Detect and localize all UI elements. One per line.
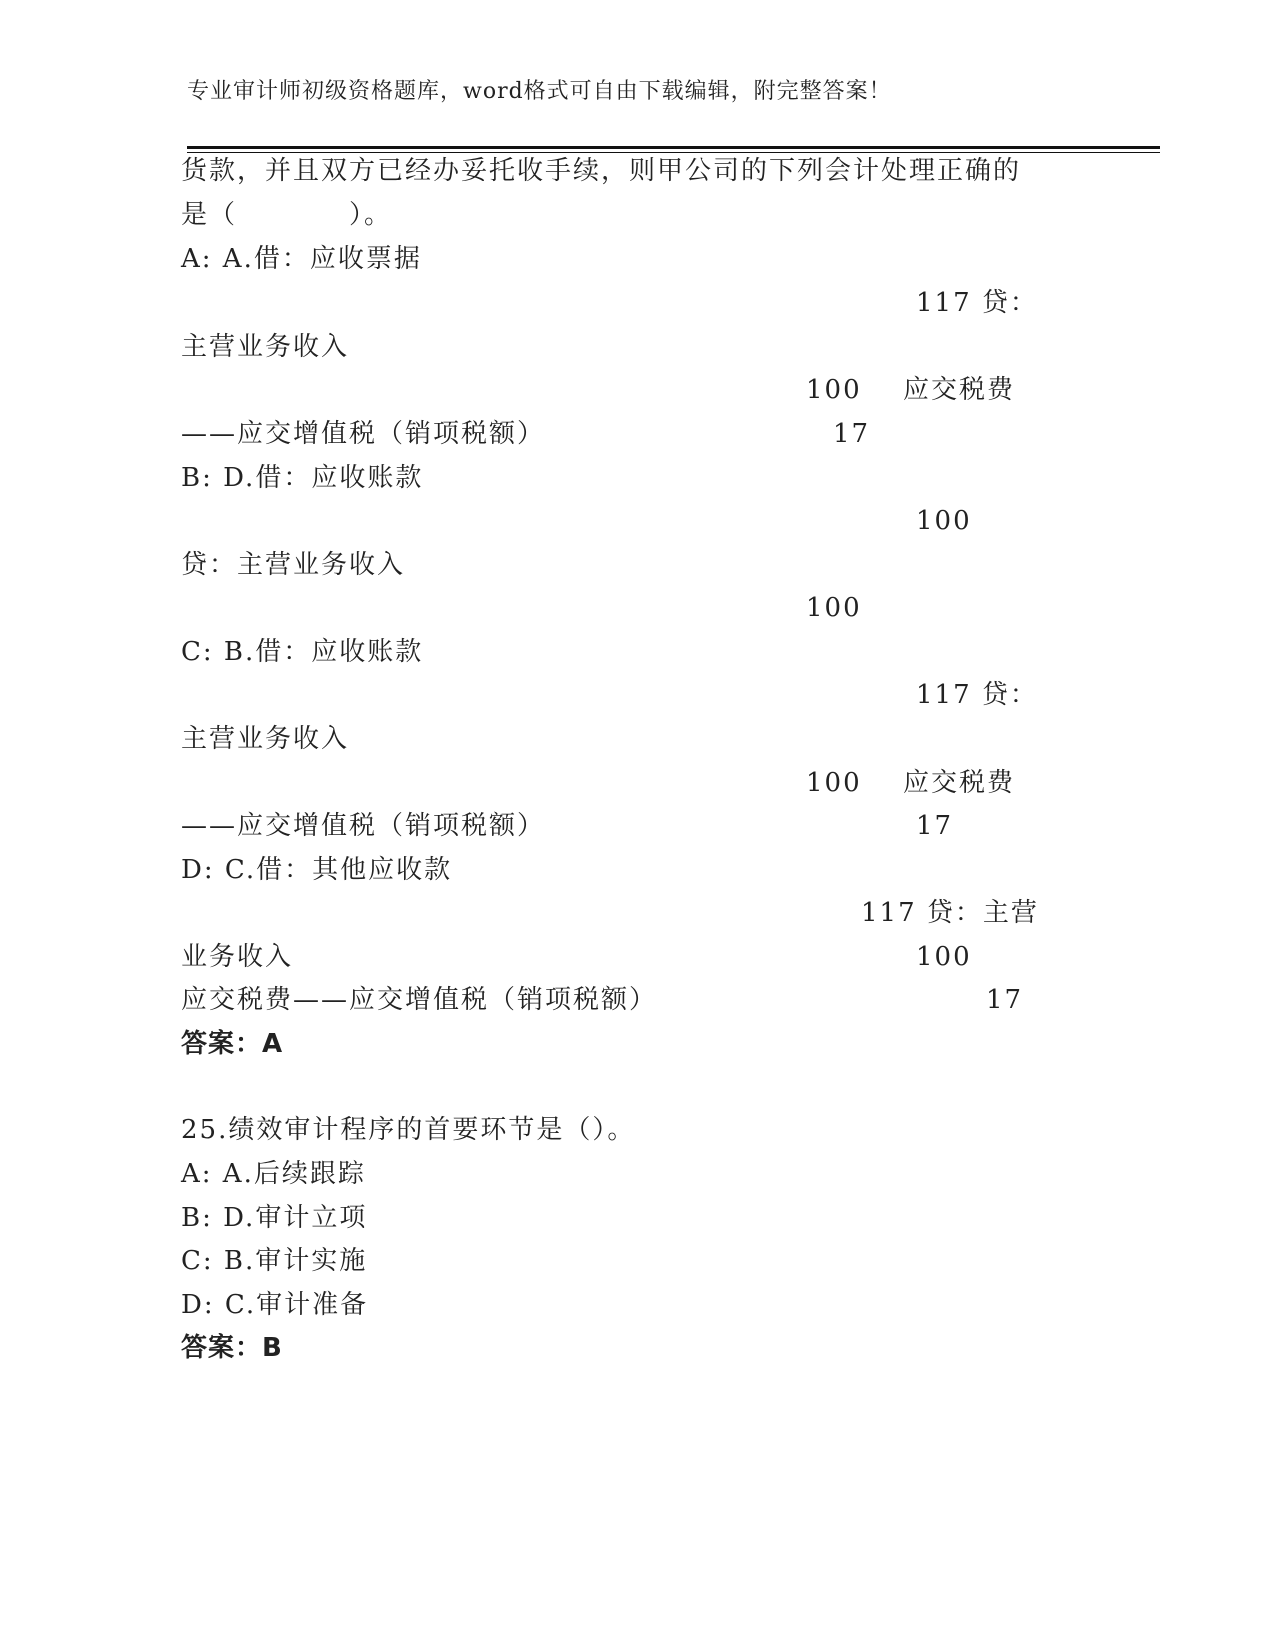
q24-option-c-amount3: 17 [916,811,954,841]
q24-option-d-amount3: 17 [986,985,1024,1015]
q24-stem-line1: 货款，并且双方已经办妥托收手续，则甲公司的下列会计处理正确的 [181,156,1022,186]
header-divider [187,146,1160,149]
q24-option-c-amount1: 117 贷： [916,680,1038,710]
q24-option-c-amount2: 100 [806,768,862,798]
q24-option-c-line1: C: B.借：应收账款 [181,637,424,667]
q24-option-a-amount2: 100 [806,375,862,405]
q25-option-b: B: D.审计立项 [181,1203,368,1233]
q24-option-a-amount3: 17 [833,419,871,449]
q24-option-d-amount1: 117 贷：主营 [861,898,1039,928]
q24-option-d-amount2: 100 [916,942,972,972]
q25-stem: 25.绩效审计程序的首要环节是（）。 [181,1115,636,1145]
q24-option-b-amount2: 100 [806,593,862,623]
q24-option-d-line3: 应交税费——应交增值税（销项税额） [181,985,658,1015]
q24-option-b-line1: B: D.借：应收账款 [181,463,424,493]
q25-option-d: D: C.审计准备 [181,1290,369,1320]
q24-option-d-line2: 业务收入 [181,942,294,972]
q24-option-a-line2: 主营业务收入 [181,332,350,362]
q24-option-a-amount1: 117 贷： [916,288,1038,318]
q24-stem-line2: 是（ ）。 [181,200,393,230]
q24-option-a-account: 应交税费 [903,375,1016,405]
q24-option-d-line1: D: C.借：其他应收款 [181,855,453,885]
q24-answer: 答案：A [181,1029,284,1059]
q24-option-a-line3: ——应交增值税（销项税额） [181,419,546,449]
q25-option-c: C: B.审计实施 [181,1246,368,1276]
q24-option-b-amount1: 100 [916,506,972,536]
q25-option-a: A: A.后续跟踪 [181,1159,366,1189]
q24-option-c-line3: ——应交增值税（销项税额） [181,811,546,841]
page-header: 专业审计师初级资格题库，word格式可自由下载编辑，附完整答案！ [187,79,892,104]
q25-answer: 答案：B [181,1333,283,1363]
header-divider-thin [187,152,1160,153]
q24-option-b-line2: 贷：主营业务收入 [181,550,406,580]
q24-option-c-line2: 主营业务收入 [181,724,350,754]
q24-option-a-line1: A: A.借：应收票据 [181,244,422,274]
q24-option-c-account: 应交税费 [903,768,1016,798]
